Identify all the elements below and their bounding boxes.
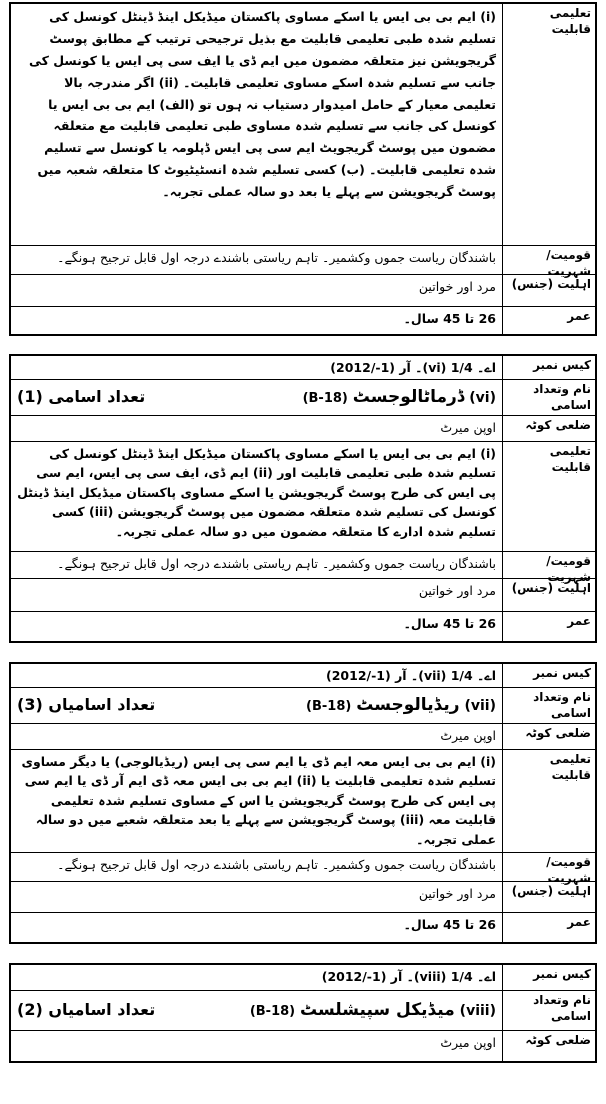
qualification-row (11, 442, 595, 552)
age-value: 26 تا 45 سال۔ (403, 917, 496, 932)
case-label: کیس نمبر (502, 356, 595, 379)
case-row (11, 356, 595, 380)
eligibility-label: اہلیت (جنس) (502, 882, 595, 912)
domicile-row (11, 552, 595, 584)
domicile-label: قومیت/شہریت (502, 246, 595, 274)
domicile-value: باشندگان ریاست جموں وکشمیر۔ تاہم ریاستی باشندے درجہ اول قابل ترجیح ہونگے۔ (57, 250, 496, 265)
qualification-row (11, 750, 595, 853)
age-row (11, 307, 595, 334)
post-block-continued (9, 2, 597, 336)
eligibility-row (11, 882, 595, 913)
post-row (11, 991, 595, 1031)
qualification-value: (i) ایم بی بی ایس معہ ایم ڈی یا ایم سی پی ایس (ریڈیالوجی) یا دیگر مساوی تسلیم شدہ تعلیمی قابلیت یا (ii) ایم بی بی ایس معہ ڈی ایم آر ڈی یا ایم سی پی ایس کی طرح پوسٹ گریجویشن یا اس کے مساوی تسلیم شدہ تعلیمی قابلیت معہ (iii) پوسٹ گریجویشن سے پہلے یا بعد متعلقہ شعبے میں دو سالہ عملی تجربہ۔ (21, 754, 496, 847)
quota-label: ضلعی کوٹہ (502, 724, 595, 749)
eligibility-label: اہلیت (جنس) (502, 275, 595, 306)
post-row (11, 380, 595, 416)
post-grade: (B-18) (302, 391, 348, 407)
post-title (306, 692, 496, 718)
quota-value: اوپن میرٹ (440, 728, 496, 743)
post-title (250, 997, 496, 1023)
qualification-label: تعلیمی قابلیت (502, 750, 595, 852)
age-label: عمر (502, 612, 595, 641)
post-value (11, 380, 502, 415)
domicile-row (11, 246, 595, 278)
post-label: نام وتعداد اسامی (502, 991, 595, 1030)
quota-label: ضلعی کوٹہ (502, 1031, 595, 1061)
post-label: نام وتعداد اسامی (502, 380, 595, 415)
eligibility-value: مرد اور خواتین (418, 583, 496, 598)
post-value (11, 688, 502, 723)
case-row (11, 664, 595, 688)
case-value: اے۔ 1/4 (viii)۔ آر (1-/2012) (321, 969, 496, 984)
quota-row (11, 1031, 595, 1061)
post-block-radiologist (9, 662, 597, 944)
post-number: (vii) (464, 698, 496, 715)
qualification-label: تعلیمی قابلیت (502, 4, 595, 245)
age-row (11, 612, 595, 641)
quota-row (11, 416, 595, 442)
post-row (11, 688, 595, 724)
post-name: میڈیکل سپیشلسٹ (300, 1000, 455, 1021)
post-name: ڈرماٹالوجسٹ (352, 387, 465, 408)
quota-row (11, 724, 595, 750)
case-label: کیس نمبر (502, 664, 595, 687)
quota-value: اوپن میرٹ (440, 420, 496, 435)
case-value: اے۔ 1/4 (vii)۔ آر (1-/2012) (326, 668, 496, 683)
age-label: عمر (502, 913, 595, 942)
post-grade: (B-18) (306, 699, 352, 715)
age-row (11, 913, 595, 942)
age-label: عمر (502, 307, 595, 334)
post-count: تعداد اسامیاں (2) (17, 1000, 156, 1020)
domicile-value: باشندگان ریاست جموں وکشمیر۔ تاہم ریاستی باشندے درجہ اول قابل ترجیح ہونگے۔ (57, 556, 496, 571)
post-count: تعداد اسامی (1) (17, 387, 146, 407)
post-count: تعداد اسامیاں (3) (17, 695, 156, 715)
age-value: 26 تا 45 سال۔ (403, 616, 496, 631)
case-label: کیس نمبر (502, 965, 595, 990)
case-value: اے۔ 1/4 (vi)۔ آر (1-/2012) (330, 360, 496, 375)
case-row (11, 965, 595, 991)
post-name: ریڈیالوجسٹ (356, 695, 460, 716)
domicile-value: باشندگان ریاست جموں وکشمیر۔ تاہم ریاستی باشندے درجہ اول قابل ترجیح ہونگے۔ (57, 857, 496, 872)
post-number: (vi) (469, 390, 496, 407)
qualification-row (11, 4, 595, 246)
post-number: (viii) (459, 1003, 496, 1020)
post-title (303, 384, 496, 410)
quota-value: اوپن میرٹ (440, 1035, 496, 1050)
eligibility-label: اہلیت (جنس) (502, 579, 595, 611)
qualification-label: تعلیمی قابلیت (502, 442, 595, 551)
eligibility-row (11, 275, 595, 307)
post-grade: (B-18) (249, 1004, 296, 1020)
eligibility-value: مرد اور خواتین (418, 279, 496, 294)
eligibility-value: مرد اور خواتین (418, 886, 496, 901)
post-value (11, 991, 502, 1030)
eligibility-row (11, 579, 595, 612)
post-label: نام وتعداد اسامی (502, 688, 595, 723)
domicile-label: قومیت/شہریت (502, 853, 595, 881)
domicile-row (11, 853, 595, 885)
qualification-value: (i) ایم بی بی ایس یا اسکے مساوی پاکستان میڈیکل اینڈ ڈینٹل کونسل کی تسلیم شدہ طبی تعلیمی قابلیت اور (ii) ایم ڈی، ایف سی پی ایس، ایم سی پی ایس کی طرح پوسٹ گریجویشن یا اسکے مساوی پاکستان میڈیکل اینڈ ڈینٹل کونسل کی تسلیم شدہ متعلقہ مضمون میں پوسٹ گریجویشن (iii) کسی تسلیم شدہ ادارے کا متعلقہ مضمون میں دو سالہ عملی تجربہ۔ (17, 446, 496, 539)
quota-label: ضلعی کوٹہ (502, 416, 595, 441)
post-block-dermatologist (9, 354, 597, 643)
qualification-value: (i) ایم بی بی ایس یا اسکے مساوی پاکستان میڈیکل اینڈ ڈینٹل کونسل کی تسلیم شدہ طبی تعلیمی قابلیت مع بذیل ترجیحی ترتیب کے مطابق پوسٹ گریجویشن نیز متعلقہ مضمون میں ایم ڈی یا ایف سی پی ایس یا کونسل کی جانب سے تسلیم شدہ اسکے مساوی تعلیمی قابلیت۔ (ii) اگر مندرجہ بالا تعلیمی معیار کے حامل امیدوار دستیاب نہ ہوں تو (الف) ایم بی بی ایس یا کونسل کی جانب سے تسلیم شدہ مساوی طبی تعلیمی قابلیت مع متعلقہ مضمون میں پوسٹ گریجویٹ ایم سی پی ایس ڈپلومہ یا کونسل سے تسلیم شدہ تعلیمی قابلیت۔ (ب) کسی تسلیم شدہ انسٹیٹیوٹ کا متعلقہ شعبہ میں پوسٹ گریجویشن سے پہلے یا بعد دو سالہ عملی تجربہ۔ (28, 9, 496, 199)
age-value: 26 تا 45 سال۔ (403, 311, 496, 326)
post-block-medical-specialist (9, 963, 597, 1063)
domicile-label: قومیت/شہریت (502, 552, 595, 578)
